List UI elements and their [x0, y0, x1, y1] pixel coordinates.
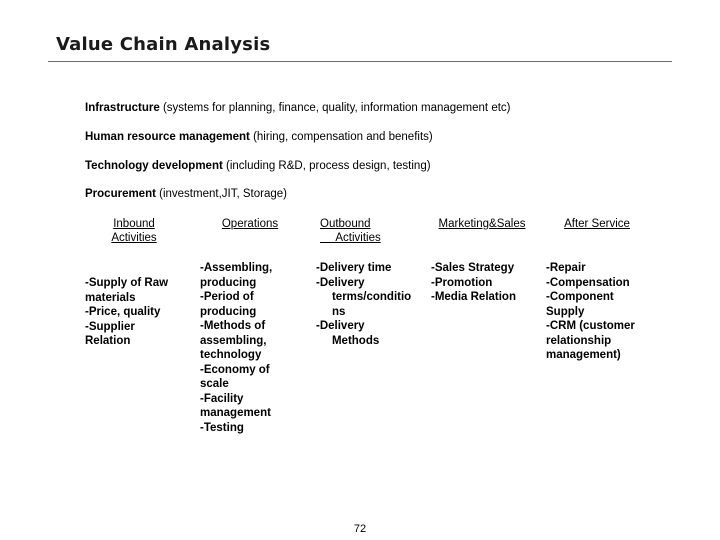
support-activity-technology	[85, 160, 431, 172]
support-activity-infrastructure	[85, 102, 511, 114]
support-activity-desc: (hiring, compensation and benefits)	[249, 131, 433, 143]
primary-heading-after-service: After Service	[564, 218, 630, 230]
slide-title: Value Chain Analysis	[56, 34, 271, 55]
support-activity-name: Technology development	[85, 160, 223, 172]
primary-heading-outbound: Outbound Activities	[320, 218, 381, 244]
support-activity-desc: (investment,JIT, Storage)	[155, 188, 287, 200]
primary-items-outbound: -Delivery time -Delivery terms/conditio ns -Delivery Methods	[316, 262, 412, 347]
title-rule	[48, 61, 672, 62]
support-activity-procurement	[85, 188, 287, 200]
page-number: 72	[353, 523, 367, 535]
support-activity-hr	[85, 131, 433, 143]
support-activity-desc: (systems for planning, finance, quality, information management etc)	[159, 102, 511, 114]
primary-heading-inbound: Inbound Activities	[111, 218, 157, 244]
primary-items-after-service: -Repair -Compensation -Component Supply -CRM (customer relationship management)	[546, 262, 635, 361]
support-activity-desc: (including R&D, process design, testing)	[222, 160, 431, 172]
support-activity-name: Human resource management	[85, 131, 250, 143]
primary-heading-operations: Operations	[221, 218, 279, 230]
support-activity-name: Infrastructure	[85, 102, 160, 114]
primary-heading-marketing: Marketing&Sales	[438, 218, 526, 230]
primary-items-marketing: -Sales Strategy -Promotion -Media Relation	[431, 262, 516, 303]
primary-items-operations: -Assembling, producing -Period of producing -Methods of assembling, technology -Economy of scale -Facility management -Testing	[200, 262, 273, 434]
support-activity-name: Procurement	[85, 188, 156, 200]
primary-items-inbound: -Supply of Raw materials -Price, quality -Supplier Relation	[85, 277, 169, 347]
